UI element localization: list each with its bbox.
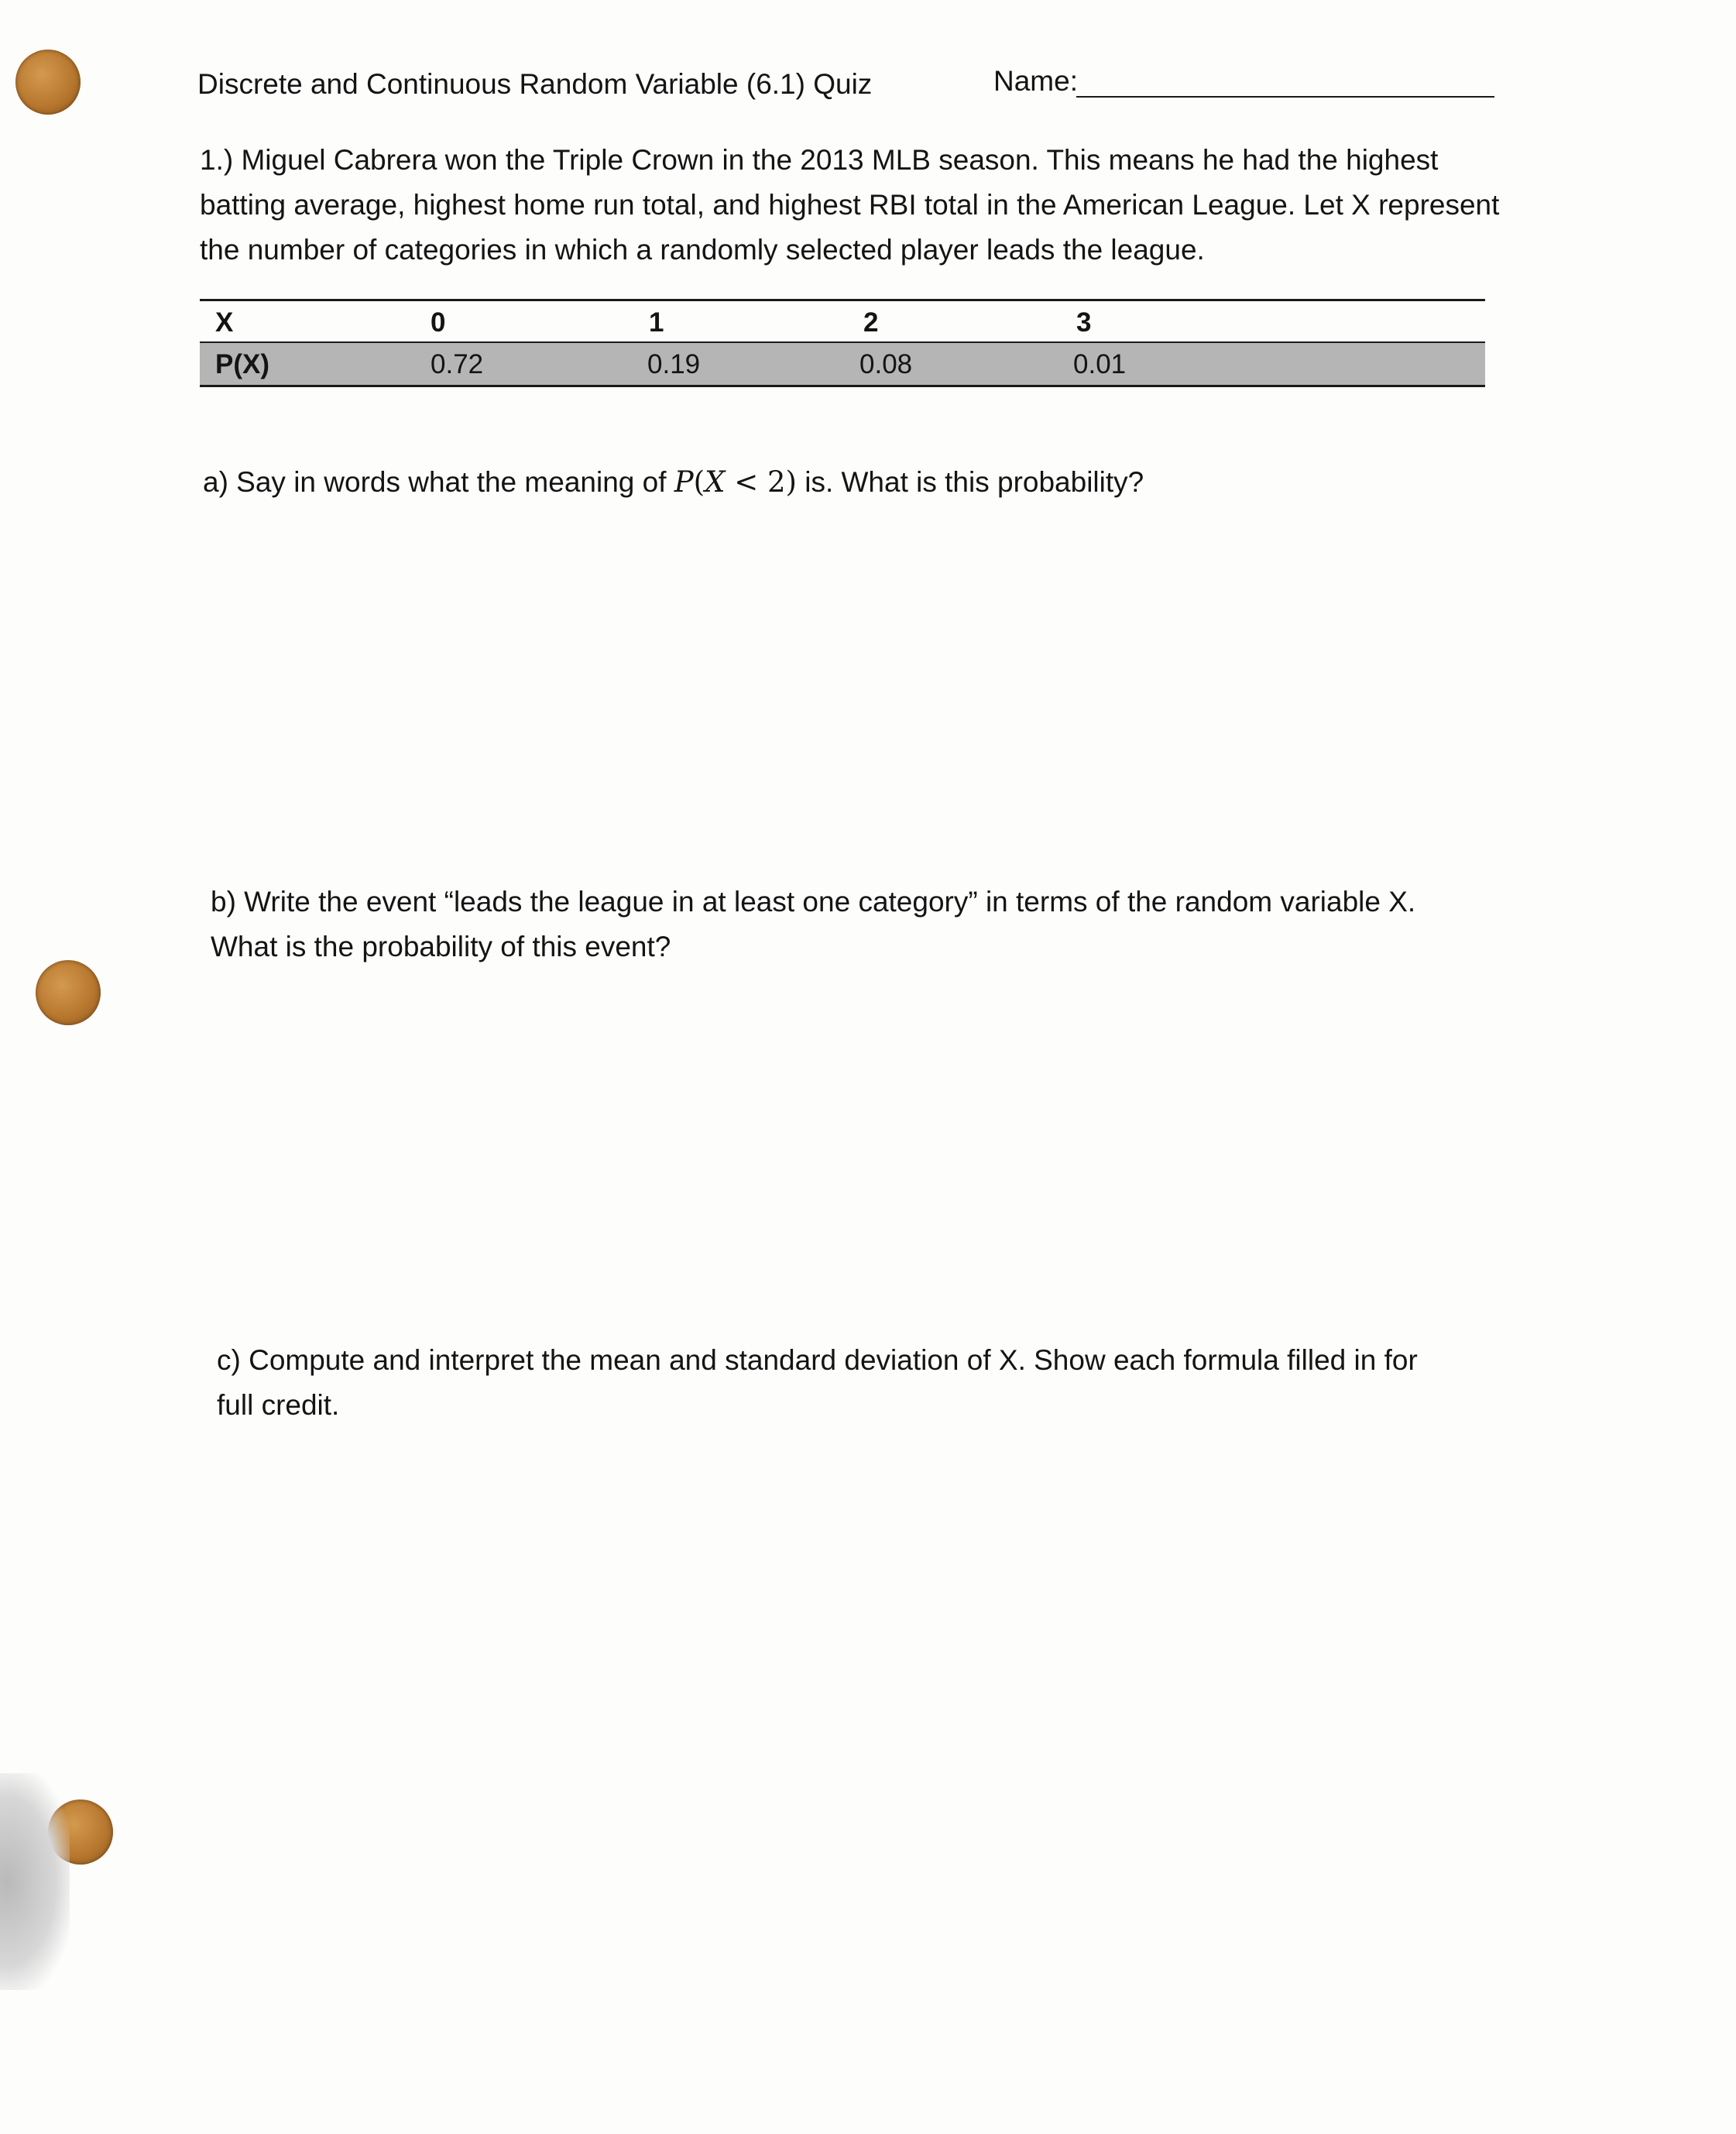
page-shadow <box>0 1773 70 1990</box>
part-c-text: c) Compute and interpret the mean and standard deviation of X. Show each formula filled in for full credit. <box>217 1344 1418 1421</box>
x-value-1: 1 <box>649 307 664 338</box>
quiz-title: Discrete and Continuous Random Variable (6.1) Quiz <box>197 68 873 100</box>
p-value-0: 0.72 <box>431 349 484 379</box>
part-a-suffix: is. What is this probability? <box>796 466 1144 498</box>
table-row-x <box>200 301 1485 341</box>
part-a-text <box>203 460 1519 505</box>
probability-table <box>200 299 1485 387</box>
x-value-3: 3 <box>1076 307 1092 338</box>
name-blank-line[interactable] <box>1076 96 1494 98</box>
binder-hole-top <box>15 50 81 115</box>
math-open: ( <box>693 465 705 499</box>
table-row-px <box>200 341 1485 387</box>
px-header: P(X) <box>215 349 269 379</box>
math-p: P <box>674 465 694 499</box>
binder-hole-middle <box>36 960 101 1025</box>
math-rest: < 2) <box>725 465 797 499</box>
name-label: Name: <box>993 65 1078 97</box>
p-value-2: 0.08 <box>859 349 913 379</box>
x-value-0: 0 <box>431 307 446 338</box>
question-1-text: 1.) Miguel Cabrera won the Triple Crown in the 2013 MLB season. This means he had the highest batting average, highest home run total, and highest RBI total in the American League. Let X represent the number of categories in which a randomly selected player leads the league. <box>200 144 1500 266</box>
part-a-math <box>674 465 797 499</box>
part-b-text: b) Write the event “leads the league in at least one category” in terms of the random variable X. What is the probability of this event? <box>211 886 1416 962</box>
p-value-3: 0.01 <box>1073 349 1127 379</box>
math-x: X <box>705 465 726 499</box>
part-a-prefix: a) Say in words what the meaning of <box>203 466 674 498</box>
p-value-1: 0.19 <box>647 349 701 379</box>
x-value-2: 2 <box>863 307 879 338</box>
x-header: X <box>215 307 234 338</box>
